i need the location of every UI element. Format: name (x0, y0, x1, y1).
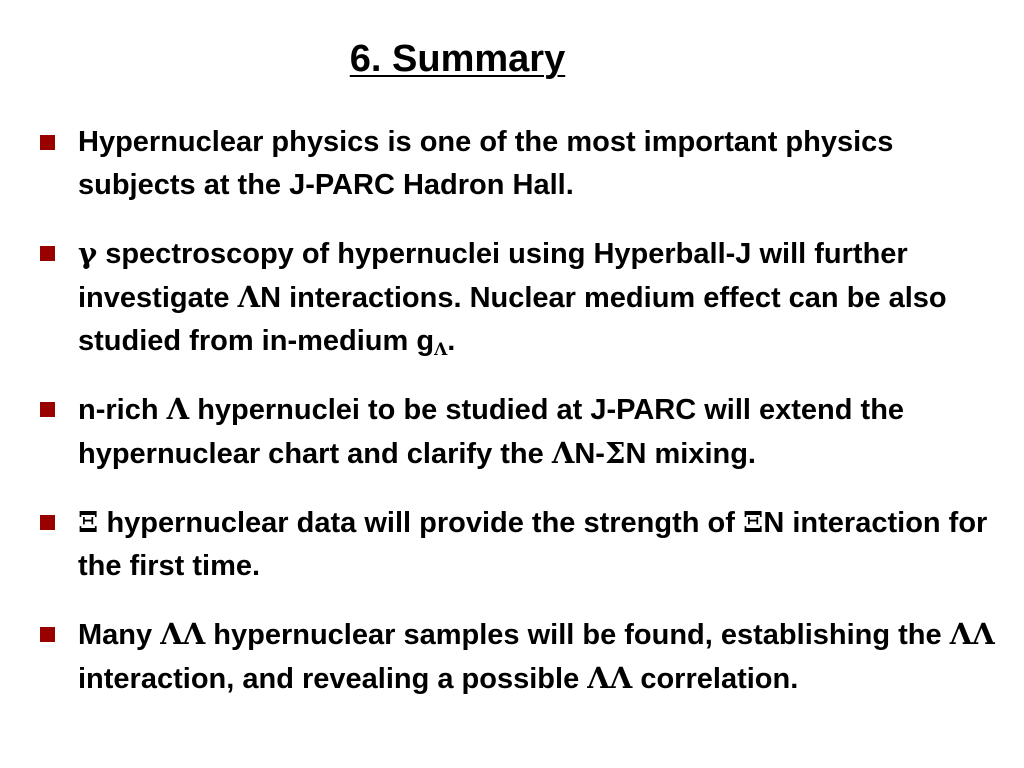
bullet-text: Hypernuclear physics is one of the most important physics subjects at the J-PARC Hadron Hall. (78, 126, 894, 201)
bullet-text: interaction, and revealing a possible (78, 663, 588, 695)
lambda-symbol: Λ (551, 436, 575, 470)
bullet-text: n-rich (78, 394, 167, 426)
square-bullet-icon (40, 135, 55, 150)
xi-symbol: Ξ (742, 505, 764, 539)
page-title: 6. Summary (349, 38, 566, 80)
bullet-text: . (447, 325, 456, 357)
bullet-text: N interactions. Nuclear medium effect can be also studied from in-medium g (78, 282, 947, 357)
square-bullet-icon (40, 627, 55, 642)
bullet-text: N mixing. (625, 438, 756, 470)
list-item (38, 388, 1008, 476)
double-lambda-symbol: ΛΛ (587, 661, 633, 695)
lambda-symbol: Λ (166, 392, 190, 426)
list-item (38, 121, 1008, 207)
xi-symbol: Ξ (78, 505, 99, 539)
bullet-text: hypernuclear samples will be found, establishing the (205, 619, 950, 651)
lambda-subscript: Λ (434, 340, 448, 360)
double-lambda-symbol: ΛΛ (160, 617, 206, 651)
bullet-text: hypernuclear data will provide the strength of (98, 507, 743, 539)
list-item (38, 232, 1008, 363)
double-lambda-symbol: ΛΛ (949, 617, 995, 651)
list-item (38, 501, 1008, 588)
sigma-symbol: Σ (604, 436, 626, 470)
square-bullet-icon (40, 515, 55, 530)
bullet-text: spectroscopy of hypernuclei using Hyperball-J will further investigate (78, 238, 908, 314)
bullet-text: Many (78, 619, 161, 651)
square-bullet-icon (40, 246, 55, 261)
list-item (38, 613, 1008, 701)
lambda-symbol: Λ (237, 280, 261, 314)
square-bullet-icon (40, 402, 55, 417)
gamma-symbol: γ (78, 236, 98, 270)
bullet-text: N interaction for the first time. (78, 507, 988, 582)
bullet-text: correlation. (632, 663, 799, 695)
summary-list (38, 121, 1008, 726)
bullet-text: hypernuclei to be studied at J-PARC will extend the hypernuclear chart and clarify the (78, 394, 905, 470)
bullet-text: N- (574, 438, 605, 470)
